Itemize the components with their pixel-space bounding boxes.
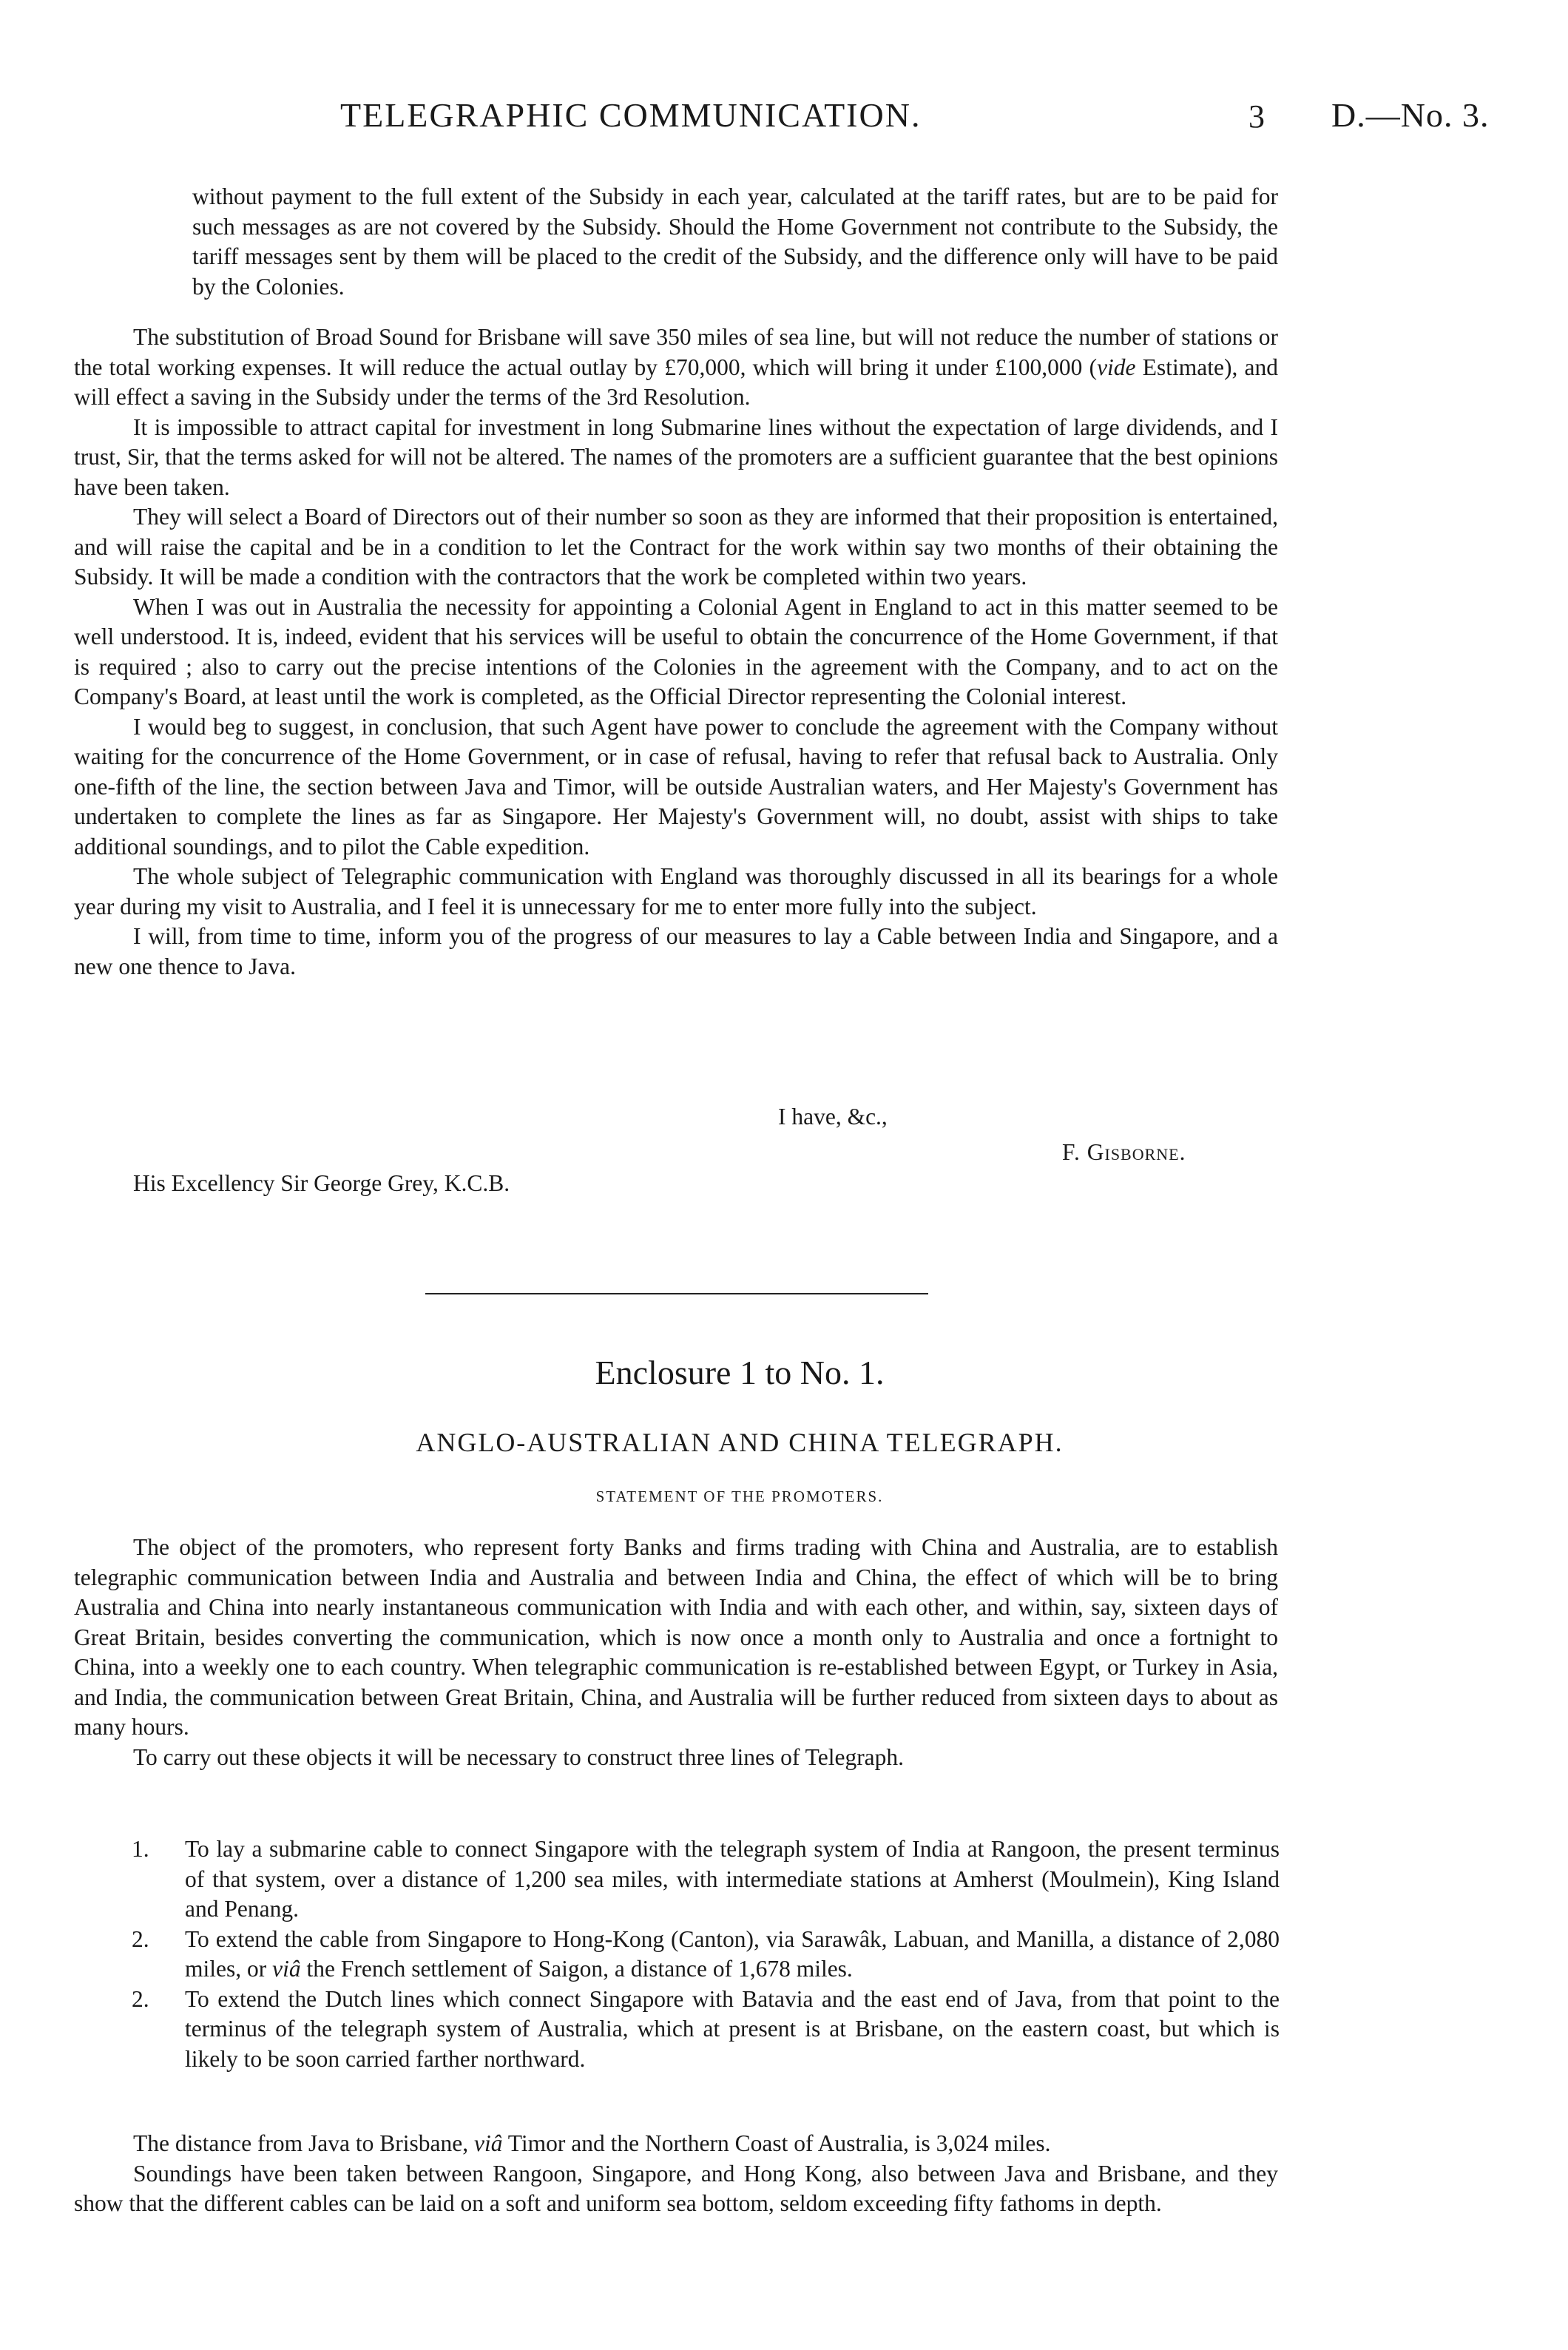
list-item: 2. To extend the cable from Singapore to Hong-Kong (Canton), via Sarawâk, Labuan, and Manilla, a distance of 2,080 miles, or viâ the French settlement of Saigon, a distance of 1,678 miles. (132, 1925, 1280, 1982)
letter-body (74, 323, 1278, 982)
letter-paragraph: I will, from time to time, inform you of the progress of our measures to lay a Cable between India and Singapore, and a new one thence to Java. (74, 923, 1278, 979)
letter-closing: I have, &c., (778, 1104, 888, 1130)
enclosure-closing (74, 2129, 1278, 2219)
list-item-number: 2. (132, 1985, 149, 2012)
enclosure-subtitle: STATEMENT OF THE PROMOTERS. (595, 1488, 884, 1505)
letter-paragraph: The substitution of Broad Sound for Brisbane will save 350 miles of sea line, but will not reduce the number of stations or the total working expenses. It will reduce the actual outlay by £70,000, which will bring it under £100,000 (vide Estimate), and will effect a saving in the Subsidy under the terms of the 3rd Resolution. (74, 324, 1278, 410)
enclosure-heading: Enclosure 1 to No. 1. (595, 1354, 885, 1391)
enclosure-intro-paragraph: The object of the promoters, who represent forty Banks and firms trading with China and Australia, are to establish telegraphic communication between India and Australia and between India and China, the effect of which will be to bring Australia and China into nearly instantaneous communication with India and with each other, and within, say, sixteen days of Great Britain, besides converting the communication, which is now once a month only to Australia and once a fortnight to China, into a weekly one to each country. When telegraphic communication is re-established between Egypt, or Turkey in Asia, and India, the communication between Great Britain, China, and Australia will be further reduced from sixteen days to about as many hours. (74, 1534, 1278, 1740)
letter-addressee: His Excellency Sir George Grey, K.C.B. (133, 1170, 510, 1196)
running-title: TELEGRAPHIC COMMUNICATION. (340, 96, 922, 134)
enclosure-closing-paragraph: The distance from Java to Brisbane, viâ Timor and the Northern Coast of Australia, is 3,024 miles. (133, 2130, 1051, 2156)
section-divider (425, 1293, 928, 1294)
letter-continuation (74, 182, 1278, 302)
telegraph-lines-list (111, 1834, 1280, 2074)
list-item-number: 1. (132, 1836, 149, 1862)
page-number: 3 (1248, 98, 1265, 135)
letter-paragraph: It is impossible to attract capital for investment in long Submarine lines without the expectation of large dividends, and I trust, Sir, that the terms asked for will not be altered. The names of the promoters are a sufficient guarantee that the best opinions have been taken. (74, 413, 1278, 500)
list-item: 2. To extend the Dutch lines which connect Singapore with Batavia and the east end of Java, from that point to the terminus of the telegraph system of Australia, which at present is at Brisbane, on the eastern coast, but which is likely to be soon carried farther northward. (132, 1985, 1280, 2072)
list-item-number: 2. (132, 1925, 149, 1952)
enclosure-closing-paragraph: Soundings have been taken between Rangoon, Singapore, and Hong Kong, also between Java and Brisbane, and they show that the different cables can be laid on a soft and uniform sea bottom, seldom exceeding fifty fathoms in depth. (74, 2160, 1278, 2216)
letter-signature: F. Gisborne. (1062, 1139, 1186, 1165)
enclosure-intro (74, 1533, 1278, 1772)
letter-paragraph: I would beg to suggest, in conclusion, that such Agent have power to conclude the agreement with the Company without waiting for the concurrence of the Home Government, or in case of refusal, having to refer that refusal back to Australia. Only one-fifth of the line, the section between Java and Timor, will be outside Australian waters, and Her Majesty's Government has undertaken to complete the lines as far as Singapore. Her Majesty's Government will, no doubt, assist with ships to take additional soundings, and to pilot the Cable expedition. (74, 713, 1278, 860)
paper-reference: D.—No. 3. (1331, 96, 1490, 134)
letter-opening-paragraph: without payment to the full extent of the Subsidy in each year, calculated at the tariff rates, but are to be paid for such messages as are not covered by the Subsidy. Should the Home Government not contribute to the Subsidy, the tariff messages sent by them will be placed to the credit of the Subsidy, and the difference only will have to be paid by the Colonies. (192, 183, 1278, 300)
letter-paragraph: They will select a Board of Directors out of their number so soon as they are informed that their proposition is entertained, and will raise the capital and be in a condition to let the Contract for the work within say two months of their obtaining the Subsidy. It will be made a condition with the contractors that the work be completed within two years. (74, 504, 1278, 590)
enclosure-title: ANGLO-AUSTRALIAN AND CHINA TELEGRAPH. (416, 1428, 1064, 1457)
list-item: 1. To lay a submarine cable to connect Singapore with the telegraph system of India at Rangoon, the present terminus of that system, over a distance of 1,200 sea miles, with intermediate stations at Amherst (Moulmein), King Island and Penang. (132, 1836, 1280, 1922)
letter-paragraph: The whole subject of Telegraphic communication with England was thoroughly discussed in all its bearings for a whole year during my visit to Australia, and I feel it is unnecessary for me to enter more fully into the subject. (74, 863, 1278, 919)
enclosure-lead-in: To carry out these objects it will be necessary to construct three lines of Telegraph. (133, 1743, 905, 1770)
letter-paragraph: When I was out in Australia the necessity for appointing a Colonial Agent in England to act in this matter seemed to be well understood. It is, indeed, evident that his services will be useful to obtain the concurrence of the Home Government, if that is required ; also to carry out the precise intentions of the Colonies in the agreement with the Company, and to act on the Company's Board, at least until the work is completed, as the Official Director representing the Colonial interest. (74, 593, 1278, 709)
